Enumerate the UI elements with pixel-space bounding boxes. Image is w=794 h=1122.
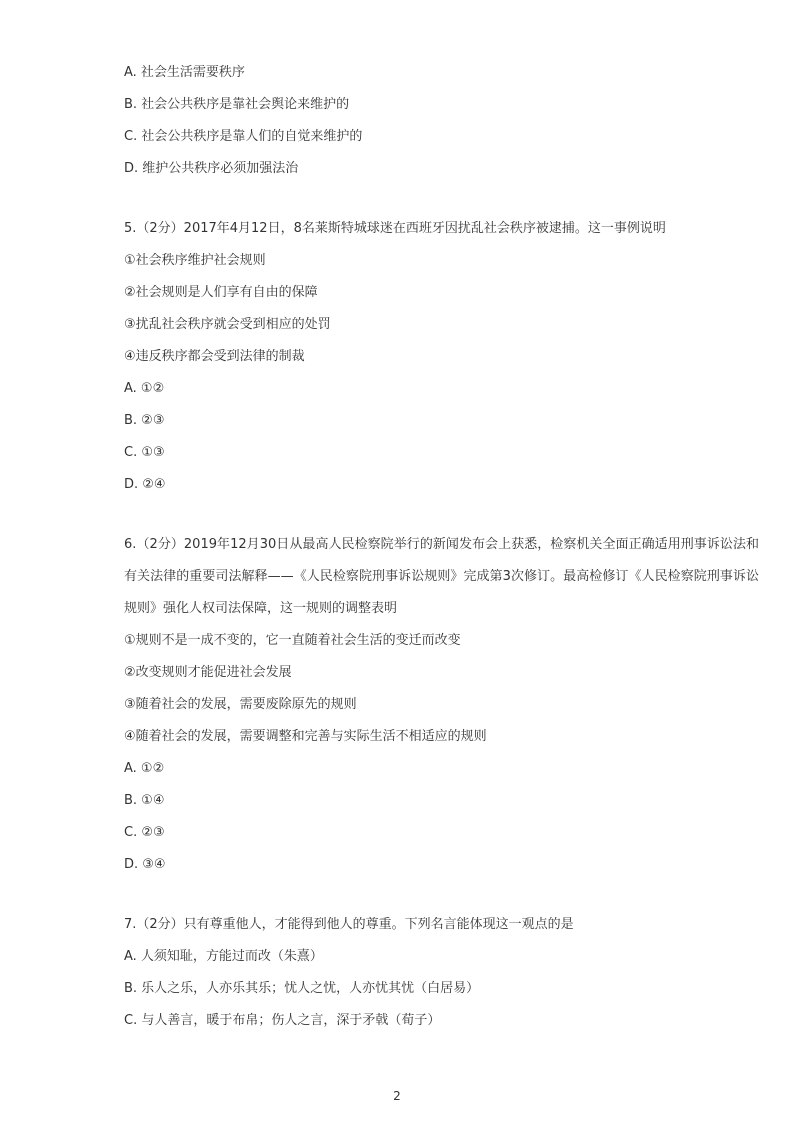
q7-option-a: A. 人须知耻，方能过而改（朱熹） <box>124 949 323 964</box>
page-number: 2 <box>393 1089 401 1103</box>
q7-stem: 7.（2分）只有尊重他人，才能得到他人的尊重。下列名言能体现这一观点的是 <box>124 917 574 932</box>
q5-option-b: B. ②③ <box>124 413 165 428</box>
q6-option-d: D. ③④ <box>124 857 166 872</box>
q4-option-c: C. 社会公共秩序是靠人们的自觉来维护的 <box>124 129 363 144</box>
q5-statement-1: ①社会秩序维护社会规则 <box>124 253 266 268</box>
q6-statement-2: ②改变规则才能促进社会发展 <box>124 665 292 680</box>
q7-option-c: C. 与人善言，暖于布帛；伤人之言，深于矛戟（荀子） <box>124 1013 441 1028</box>
q5-statement-2: ②社会规则是人们享有自由的保障 <box>124 285 318 300</box>
q6-option-c: C. ②③ <box>124 825 165 840</box>
q6-statement-1: ①规则不是一成不变的，它一直随着社会生活的变迁而改变 <box>124 633 461 648</box>
q5-statement-3: ③扰乱社会秩序就会受到相应的处罚 <box>124 317 331 332</box>
q6-statement-3: ③随着社会的发展，需要废除原先的规则 <box>124 697 357 712</box>
q5-option-a: A. ①② <box>124 381 165 396</box>
q5-stem: 5.（2分）2017年4月12日，8名莱斯特城球迷在西班牙因扰乱社会秩序被逮捕。这一事例说明 <box>124 221 666 236</box>
q4-option-a: A. 社会生活需要秩序 <box>124 65 245 80</box>
q6-stem: 6.（2分）2019年12月30日从最高人民检察院举行的新闻发布会上获悉，检察机关全面正确适用刑事诉讼法和有关法律的重要司法解释——《人民检察院刑事诉讼规则》完成第3次修订。最高检修订《人民检察院刑事诉讼规则》强化人权司法保障，这一规则的调整表明 <box>124 537 759 616</box>
q6-option-a: A. ①② <box>124 761 165 776</box>
q7-option-b: B. 乐人之乐，人亦乐其乐；忧人之忧，人亦忧其忧（白居易） <box>124 981 480 996</box>
q5-option-c: C. ①③ <box>124 445 165 460</box>
q5-statement-4: ④违反秩序都会受到法律的制裁 <box>124 349 305 364</box>
q5-option-d: D. ②④ <box>124 477 166 492</box>
q4-option-d: D. 维护公共秩序必须加强法治 <box>124 161 299 176</box>
q4-option-b: B. 社会公共秩序是靠社会舆论来维护的 <box>124 97 350 112</box>
q6-statement-4: ④随着社会的发展，需要调整和完善与实际生活不相适应的规则 <box>124 729 487 744</box>
q6-option-b: B. ①④ <box>124 793 165 808</box>
